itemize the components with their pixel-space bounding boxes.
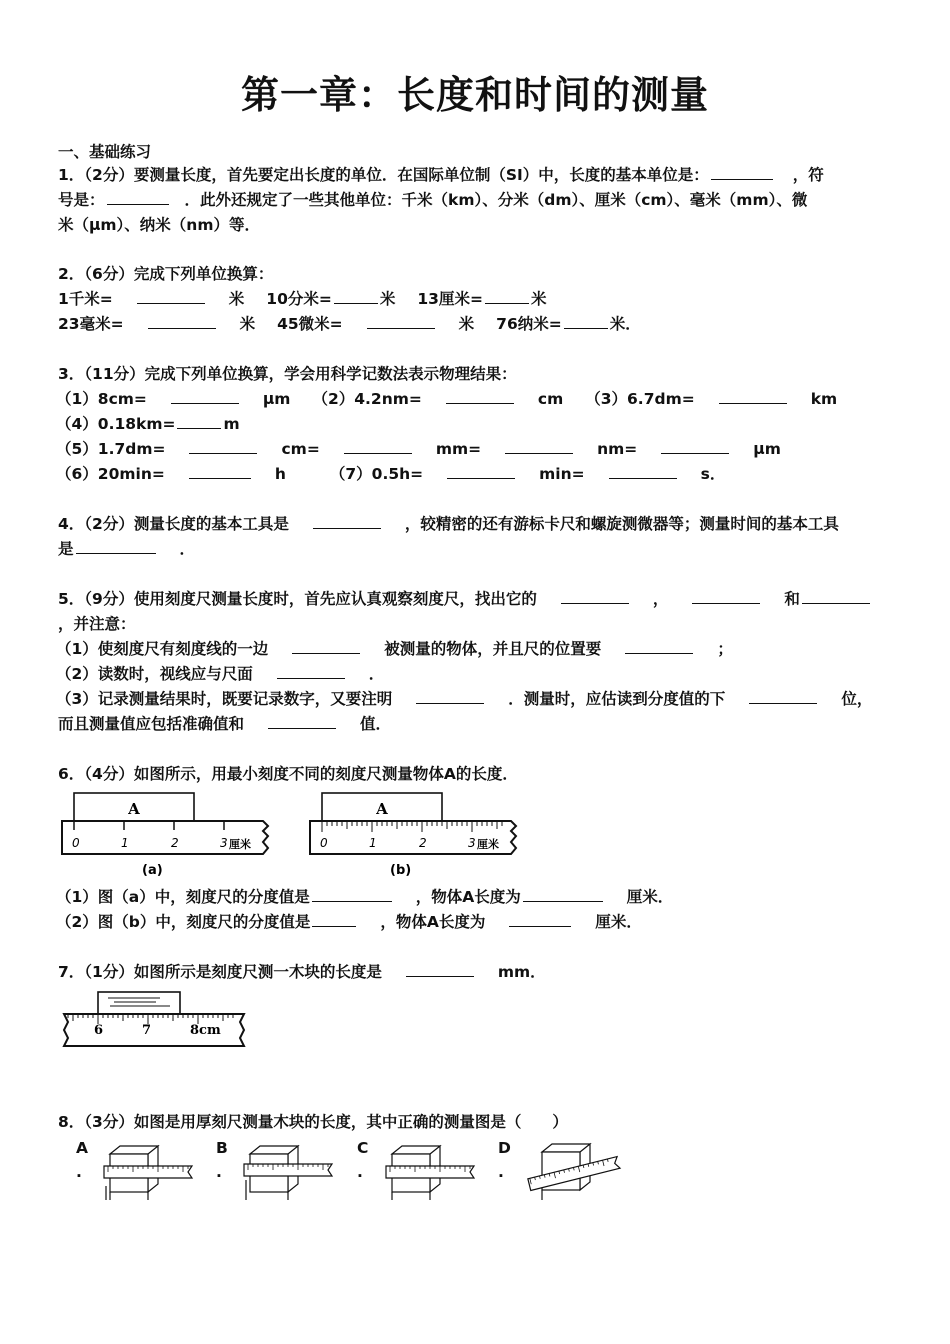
tick-label: 2 — [419, 836, 427, 850]
q3-text: （4）0.18km= — [56, 415, 176, 433]
tick-label: 1 — [121, 836, 129, 850]
q3-text: （6）20min= — [56, 465, 165, 483]
q2-text: 米 — [239, 315, 256, 333]
option-a-figure[interactable] — [100, 1140, 198, 1202]
q6-text: ，物体A长度为 — [415, 888, 521, 906]
tick-label: 2 — [171, 836, 179, 850]
answer-blank[interactable] — [137, 287, 205, 304]
q5-line1 — [58, 587, 888, 611]
q1-text: 1．（2分）要测量长度，首先要定出长度的单位．在国际单位制（SI）中，长度的基本单位是： — [58, 166, 709, 184]
q3-row3 — [56, 437, 888, 461]
option-d-dot: . — [498, 1163, 504, 1181]
answer-blank[interactable] — [334, 287, 378, 304]
q4-text: 是 — [58, 540, 74, 558]
option-d-figure[interactable] — [522, 1134, 626, 1202]
answer-blank[interactable] — [177, 412, 221, 429]
answer-blank[interactable] — [692, 587, 760, 604]
q3-row2 — [56, 412, 888, 436]
q3-text: nm= — [597, 440, 638, 458]
answer-blank[interactable] — [312, 910, 356, 927]
unit-label: 厘米 — [477, 838, 499, 851]
option-b-label[interactable]: B — [216, 1139, 228, 1157]
answer-blank[interactable] — [609, 462, 677, 479]
option-c-dot: . — [357, 1163, 363, 1181]
answer-blank[interactable] — [416, 687, 484, 704]
q6-sub1 — [56, 885, 888, 909]
answer-blank[interactable] — [509, 910, 571, 927]
tick-label: 7 — [142, 1023, 152, 1038]
option-a-dot: . — [76, 1163, 82, 1181]
q7-text: mm． — [497, 963, 546, 981]
q5-line4 — [56, 662, 888, 686]
q2-text: 米 — [458, 315, 475, 333]
answer-blank[interactable] — [189, 437, 257, 454]
q3-text: （3）6.7dm= — [585, 390, 695, 408]
tick-label: 0 — [72, 836, 80, 850]
answer-blank[interactable] — [148, 312, 216, 329]
q2-text: 10分米= — [266, 290, 332, 308]
tick-label: 3 — [220, 836, 228, 850]
q2-text: 13厘米= — [417, 290, 483, 308]
answer-blank[interactable] — [561, 587, 629, 604]
q5-text: 5．（9分）使用刻度尺测量长度时，首先应认真观察刻度尺，找出它的 — [58, 590, 537, 608]
answer-blank[interactable] — [367, 312, 435, 329]
answer-blank[interactable] — [447, 462, 515, 479]
block-label: A — [128, 800, 140, 818]
q3-text: h — [274, 465, 286, 483]
q2-text: 米 — [530, 290, 547, 308]
ruler-figure-a — [58, 790, 273, 878]
q4-text: ，较精密的还有游标卡尺和螺旋测微器等；测量时间的基本工具 — [404, 515, 839, 533]
q6-heading: 6．（4分）如图所示，用最小刻度不同的刻度尺测量物体A的长度． — [58, 765, 518, 783]
answer-blank[interactable] — [661, 437, 729, 454]
answer-blank[interactable] — [505, 437, 573, 454]
ruler-figure-b — [306, 790, 526, 878]
option-c-label[interactable]: C — [357, 1139, 369, 1157]
q3-text: min= — [539, 465, 585, 483]
q2-text: 1千米= — [58, 290, 113, 308]
q2-text: 米． — [609, 315, 641, 333]
q2-text: 76纳米= — [496, 315, 562, 333]
q1-line1 — [58, 163, 888, 187]
q3-heading: 3．（11分）完成下列单位换算，学会用科学记数法表示物理结果： — [58, 365, 517, 383]
q6-text: 厘米． — [626, 888, 674, 906]
q3-text: cm — [537, 390, 564, 408]
answer-blank[interactable] — [711, 163, 773, 180]
tick-label: 3 — [468, 836, 476, 850]
q4-line1 — [58, 512, 888, 536]
q5-line3 — [56, 637, 888, 661]
q6-text: ，物体A长度为 — [380, 913, 486, 931]
tick-label: 8cm — [190, 1023, 221, 1038]
page-title: 第一章：长度和时间的测量 — [240, 72, 709, 117]
unit-label: 厘米 — [229, 838, 251, 851]
q3-text: s． — [700, 465, 726, 483]
q5-text: （1）使刻度尺有刻度线的一边 — [56, 640, 269, 658]
q6-sub2 — [56, 910, 888, 934]
q4-text: 4．（2分）测量长度的基本工具是 — [58, 515, 289, 533]
q3-text: mm= — [435, 440, 482, 458]
answer-blank[interactable] — [485, 287, 529, 304]
answer-blank[interactable] — [189, 462, 251, 479]
q2-text: 23毫米= — [58, 315, 124, 333]
q5-text: 值． — [360, 715, 392, 733]
option-c-figure[interactable] — [382, 1140, 480, 1202]
answer-blank[interactable] — [312, 885, 392, 902]
q2-text: 米 — [379, 290, 396, 308]
answer-blank[interactable] — [564, 312, 608, 329]
answer-blank[interactable] — [171, 387, 239, 404]
option-a-label[interactable]: A — [76, 1139, 88, 1157]
q2-row2 — [58, 312, 888, 336]
q1-line2 — [58, 188, 888, 212]
figure-caption-b: (b) — [390, 863, 412, 878]
option-b-figure[interactable] — [240, 1140, 338, 1202]
answer-blank[interactable] — [802, 587, 870, 604]
q3-text: km — [810, 390, 838, 408]
answer-blank[interactable] — [719, 387, 787, 404]
q6-text: 厘米． — [595, 913, 642, 931]
block-label: A — [376, 800, 388, 818]
q5-text: ． — [368, 665, 385, 683]
q5-text: 而且测量值应包括准确值和 — [58, 715, 245, 733]
q5-text: 位， — [841, 690, 873, 708]
answer-blank[interactable] — [268, 712, 336, 729]
q2-heading: 2．（6分）完成下列单位换算： — [58, 265, 274, 283]
q3-text: （5）1.7dm= — [56, 440, 166, 458]
wood-block — [98, 992, 180, 1014]
q1-text: ，符 — [792, 166, 824, 184]
q3-text: μm — [753, 440, 781, 458]
answer-blank[interactable] — [313, 512, 381, 529]
q3-text: m — [223, 415, 240, 433]
answer-blank[interactable] — [76, 537, 156, 554]
q5-text: （3）记录测量结果时，既要记录数字，又要注明 — [56, 690, 393, 708]
answer-blank[interactable] — [277, 662, 345, 679]
q3-row4 — [56, 462, 888, 486]
q5-text: ．测量时，应估读到分度值的下 — [508, 690, 726, 708]
q5-text: 被测量的物体，并且尺的位置要 — [384, 640, 602, 658]
q3-text: μm — [262, 390, 291, 408]
q5-line2: ，并注意： — [58, 615, 136, 633]
section-heading: 一、基础练习 — [58, 143, 152, 161]
q7-heading — [58, 960, 888, 984]
q4-text: ． — [179, 540, 196, 558]
q2-text: 45微米= — [277, 315, 343, 333]
q5-line5 — [56, 687, 888, 711]
q5-text: 和 — [784, 590, 800, 608]
q6-text: （1）图（a）中，刻度尺的分度值是 — [56, 888, 310, 906]
answer-blank[interactable] — [523, 885, 603, 902]
tick-label: 0 — [320, 836, 328, 850]
answer-blank[interactable] — [107, 188, 169, 205]
q5-text: ； — [717, 640, 733, 658]
option-d-label[interactable]: D — [498, 1139, 511, 1157]
q1-text: 号是： — [58, 191, 105, 209]
tick-label: 6 — [94, 1023, 104, 1038]
q4-line2 — [58, 537, 888, 561]
answer-blank[interactable] — [749, 687, 817, 704]
q5-line6 — [58, 712, 888, 736]
q5-text: （2）读数时，视线应与尺面 — [56, 665, 253, 683]
q3-text: （2）4.2nm= — [312, 390, 422, 408]
figure-caption-a: (a) — [142, 863, 163, 878]
answer-blank[interactable] — [344, 437, 412, 454]
answer-blank[interactable] — [292, 637, 360, 654]
q3-row1 — [56, 387, 888, 411]
q1-text: ．此外还规定了一些其他单位：千米（km）、分米（dm）、厘米（cm）、毫米（mm）、微 — [184, 191, 808, 209]
q3-text: （7）0.5h= — [329, 465, 424, 483]
answer-blank[interactable] — [446, 387, 514, 404]
q3-text: cm= — [281, 440, 320, 458]
q3-text: （1）8cm= — [56, 390, 147, 408]
option-b-dot: . — [216, 1163, 222, 1181]
q6-text: （2）图（b）中，刻度尺的分度值是 — [56, 913, 311, 931]
q1-line3: 米（μm）、纳米（nm）等． — [58, 216, 260, 234]
q2-row1 — [58, 287, 888, 311]
q7-text: 7．（1分）如图所示是刻度尺测一木块的长度是 — [58, 963, 382, 981]
q5-text: ， — [652, 590, 669, 608]
answer-blank[interactable] — [406, 960, 474, 977]
answer-blank[interactable] — [625, 637, 693, 654]
tick-label: 1 — [369, 836, 377, 850]
q8-heading: 8．（3分）如图是用厚刻尺测量木块的长度，其中正确的测量图是（ ） — [58, 1113, 568, 1131]
q2-text: 米 — [228, 290, 245, 308]
ruler-figure-wood — [58, 988, 253, 1054]
